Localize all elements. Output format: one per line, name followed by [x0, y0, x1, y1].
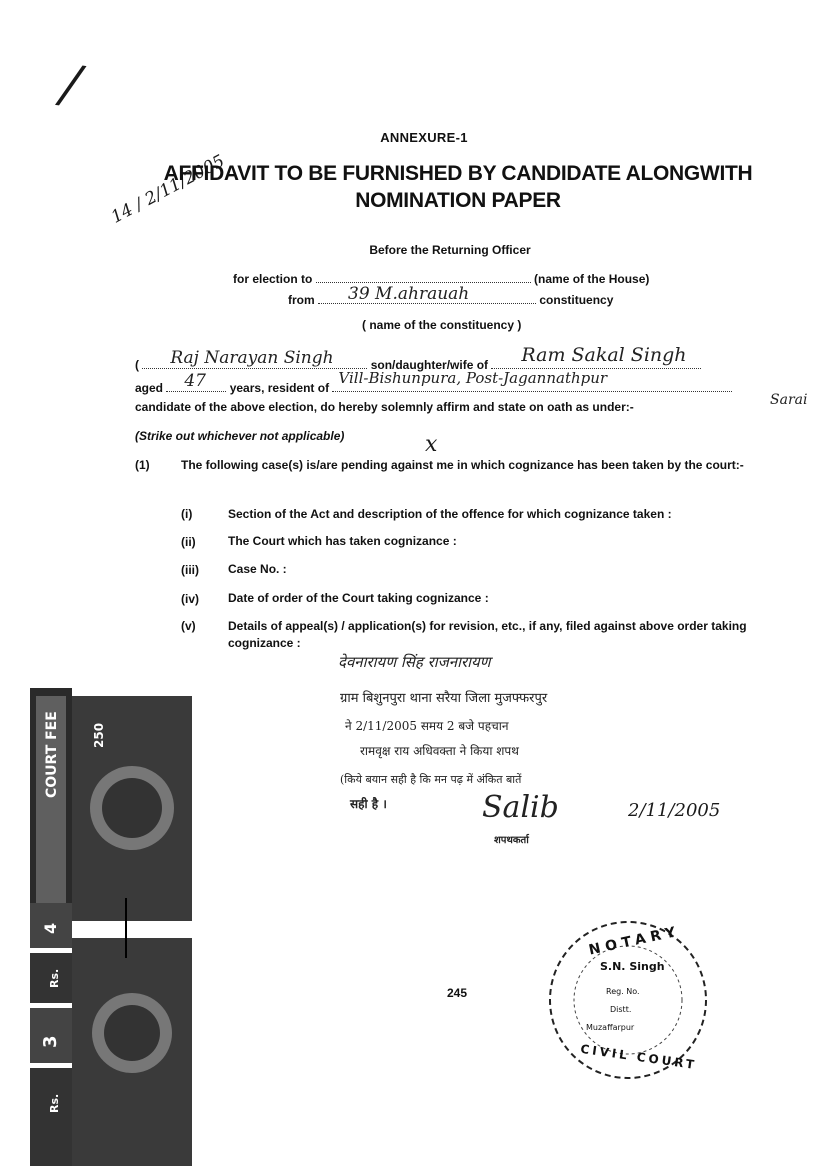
- candidate-signature: Salib: [482, 790, 559, 825]
- page-mark: /: [57, 54, 84, 116]
- constituency-value: 39 M.ahrauah: [348, 284, 470, 304]
- constituency-note: ( name of the constituency ): [362, 318, 522, 332]
- subitem-text: Section of the Act and description of the offence for which cognizance taken :: [228, 507, 672, 521]
- notary-bottom: CIVIL COURT: [579, 1041, 698, 1073]
- from-suffix: constituency: [539, 293, 614, 307]
- hindi-line: देवनारायण सिंह राजनारायण: [338, 653, 491, 671]
- title-line-2: NOMINATION PAPER: [355, 189, 561, 212]
- hindi-line: ग्राम बिशुनपुरा थाना सरैया जिला मुजफ्फरपुर: [340, 691, 548, 706]
- stamp-label: Rs.: [48, 1093, 61, 1113]
- age-value: 47: [184, 371, 206, 391]
- relation-text: son/daughter/wife of: [370, 358, 489, 372]
- subitem-number: (ii): [181, 535, 196, 549]
- election-blank: [316, 272, 531, 283]
- subitem-text: Details of appeal(s) / application(s) for revision, etc., if any, filed against above order taking cognizance :: [228, 619, 747, 650]
- subitem-text: Date of order of the Court taking cognizance :: [228, 591, 489, 605]
- election-prefix: for election to: [233, 272, 313, 286]
- age-blank: [166, 371, 226, 392]
- parent-name: Ram Sakal Singh: [521, 344, 687, 366]
- deponent-name-blank: [142, 348, 367, 369]
- residence-blank: [332, 369, 732, 392]
- signature-date: 2/11/2005: [628, 800, 721, 821]
- subitem-number: (iii): [181, 563, 199, 577]
- from-line: [288, 284, 614, 307]
- subitem-number: (iv): [181, 592, 199, 606]
- hindi-line: ने 2/11/2005 समय 2 बजे पहचान: [345, 719, 509, 733]
- notary-line: Reg. No.: [606, 987, 640, 996]
- court-fee-stamps: [8, 688, 193, 1166]
- page-number: 245: [446, 986, 468, 1000]
- stamp-label: Rs.: [48, 968, 61, 988]
- annexure-label: ANNEXURE-1: [380, 130, 468, 145]
- item-1-text: The following case(s) is/are pending against me in which cognizance has been taken by the court:-: [181, 458, 744, 472]
- stamp-label: 3: [40, 1035, 61, 1048]
- election-suffix: (name of the House): [534, 272, 650, 286]
- title-line-1: AFFIDAVIT TO BE FURNISHED BY CANDIDATE ALONGWITH: [163, 162, 753, 185]
- aged-line: [135, 369, 732, 395]
- notary-line: Muzaffarpur: [586, 1023, 635, 1032]
- aged-middle: years, resident of: [229, 381, 330, 395]
- notary-name: S.N. Singh: [600, 960, 665, 973]
- strike-note: (Strike out whichever not applicable): [135, 429, 345, 443]
- subitem-text: The Court which has taken cognizance :: [228, 534, 457, 548]
- residence-end: Sarai: [770, 392, 808, 408]
- subitem-text: Case No. :: [228, 562, 287, 576]
- residence-value: Vill-Bishunpura, Post-Jagannathpur: [338, 369, 608, 387]
- from-prefix: from: [288, 293, 315, 307]
- subitem-number: (v): [181, 619, 196, 633]
- stamp-label: COURT FEE: [44, 711, 60, 798]
- hindi-line: सही है ।: [350, 797, 387, 811]
- affirm-line: candidate of the above election, do hereby solemnly affirm and state on oath as under:-: [135, 400, 634, 414]
- hindi-line: (किये बयान सही है कि मन पढ़ में अंकित बातें: [340, 773, 522, 786]
- hindi-line: रामवृक्ष राय अधिवक्ता ने किया शपथ: [360, 744, 519, 758]
- notary-title: NOTARY: [587, 923, 682, 959]
- stamp-label: 4: [41, 922, 60, 934]
- deponent-line: ( Raj Narayan Singh son/daughter/wife of Ram Sakal Singh: [135, 358, 701, 372]
- aged-prefix: aged: [135, 381, 164, 395]
- notary-line: Distt.: [610, 1005, 632, 1014]
- strike-mark: x: [425, 432, 438, 457]
- item-1-number: (1): [135, 458, 150, 472]
- notary-seal: [538, 915, 718, 1085]
- signature-caption: शपथकर्ता: [494, 835, 529, 846]
- subitem-number: (i): [181, 507, 193, 521]
- from-blank: [318, 284, 536, 304]
- date-note: 14 / 2/11/2005: [108, 151, 229, 228]
- stamp-label: 250: [92, 722, 106, 748]
- parent-blank: [491, 344, 701, 369]
- before-returning-officer: Before the Returning Officer: [369, 243, 531, 257]
- deponent-name: Raj Narayan Singh: [170, 348, 334, 368]
- affidavit-title: [130, 160, 786, 214]
